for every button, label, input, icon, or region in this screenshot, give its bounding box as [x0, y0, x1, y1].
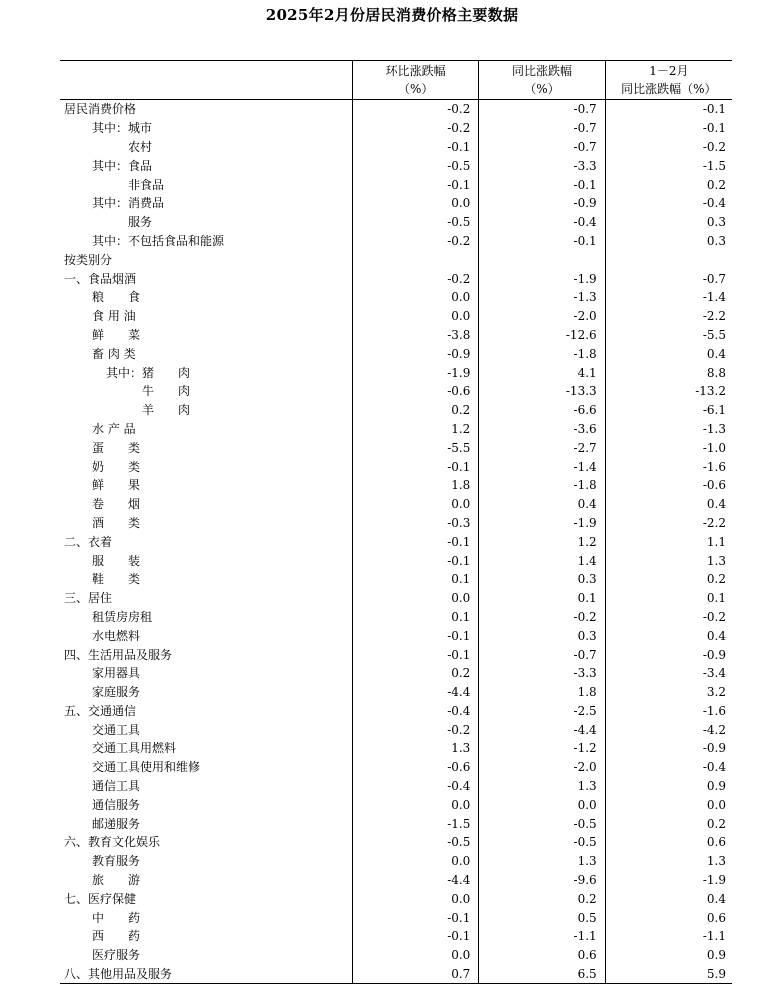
row-mom-value: -0.9 — [353, 344, 479, 363]
row-ytd-value: 1.3 — [605, 852, 732, 871]
row-yoy-value: 4.1 — [479, 363, 605, 382]
table-row — [60, 833, 732, 852]
row-mom-value: 0.0 — [353, 589, 479, 608]
row-mom-value: -0.1 — [353, 927, 479, 946]
row-ytd-value: -0.9 — [605, 739, 732, 758]
row-ytd-value: 1.3 — [605, 551, 732, 570]
row-label: 其中：城市 — [92, 121, 153, 136]
row-label: 鲜 菜 — [92, 327, 141, 342]
row-label: 鞋 类 — [92, 572, 141, 587]
table-row — [60, 946, 732, 965]
row-label: 农村 — [128, 139, 153, 154]
row-yoy-value: -12.6 — [479, 326, 605, 345]
row-yoy-value: -1.2 — [479, 739, 605, 758]
row-mom-value: 1.2 — [353, 420, 479, 439]
row-yoy-value: -1.4 — [479, 457, 605, 476]
row-ytd-value: -0.1 — [605, 100, 732, 119]
row-mom-value: -0.6 — [353, 382, 479, 401]
header-mom — [353, 61, 479, 100]
row-ytd-value: -1.3 — [605, 420, 732, 439]
row-mom-value: -0.5 — [353, 213, 479, 232]
row-ytd-value — [605, 250, 732, 269]
table-header-row — [60, 61, 732, 100]
table-row — [60, 532, 732, 551]
row-ytd-value: -2.2 — [605, 307, 732, 326]
row-label: 水 产 品 — [92, 421, 136, 436]
row-mom-value: -0.2 — [353, 720, 479, 739]
table-row — [60, 344, 732, 363]
row-mom-value: 0.7 — [353, 965, 479, 984]
table-row — [60, 269, 732, 288]
row-yoy-value: -2.5 — [479, 702, 605, 721]
row-yoy-value: -0.7 — [479, 100, 605, 119]
row-mom-value: -0.1 — [353, 532, 479, 551]
row-ytd-value: -1.0 — [605, 438, 732, 457]
row-ytd-value: 0.4 — [605, 626, 732, 645]
row-yoy-value: -4.4 — [479, 720, 605, 739]
row-label: 一、食品烟酒 — [64, 271, 137, 286]
table-row — [60, 702, 732, 721]
row-yoy-value: -1.8 — [479, 476, 605, 495]
row-mom-value: 0.0 — [353, 495, 479, 514]
row-label: 家用器具 — [92, 666, 141, 681]
row-mom-value: -0.1 — [353, 645, 479, 664]
row-ytd-value: -1.6 — [605, 457, 732, 476]
table-row — [60, 495, 732, 514]
row-ytd-value: -6.1 — [605, 401, 732, 420]
row-ytd-value: 3.2 — [605, 683, 732, 702]
row-yoy-value: -3.3 — [479, 664, 605, 683]
table-row — [60, 551, 732, 570]
row-ytd-value: 0.4 — [605, 495, 732, 514]
row-label: 食 用 油 — [92, 309, 136, 324]
table-row — [60, 852, 732, 871]
row-yoy-value: -2.7 — [479, 438, 605, 457]
row-label: 七、医疗保健 — [64, 891, 137, 906]
row-mom-value: -0.5 — [353, 156, 479, 175]
row-yoy-value: 0.3 — [479, 570, 605, 589]
row-label: 其中：消费品 — [92, 196, 165, 211]
row-ytd-value: -3.4 — [605, 664, 732, 683]
row-ytd-value: -2.2 — [605, 514, 732, 533]
table-row — [60, 645, 732, 664]
cpi-data-table — [60, 60, 732, 984]
header-mom-unit: （%） — [397, 82, 434, 96]
row-yoy-value: 0.2 — [479, 889, 605, 908]
row-label: 交通工具用燃料 — [92, 741, 177, 756]
row-label: 按类别分 — [64, 252, 113, 267]
header-ytd-label: 同比涨跌幅（%） — [621, 82, 717, 96]
row-mom-value: -0.6 — [353, 758, 479, 777]
table-row — [60, 438, 732, 457]
table-row — [60, 720, 732, 739]
row-label: 通信服务 — [92, 797, 141, 812]
table-row — [60, 739, 732, 758]
row-label: 蛋 类 — [92, 440, 141, 455]
row-ytd-value: 5.9 — [605, 965, 732, 984]
row-ytd-value: -1.6 — [605, 702, 732, 721]
row-ytd-value: 0.2 — [605, 814, 732, 833]
table-row — [60, 871, 732, 890]
row-mom-value: -4.4 — [353, 683, 479, 702]
table-row — [60, 927, 732, 946]
row-ytd-value: 0.9 — [605, 946, 732, 965]
row-yoy-value: -3.6 — [479, 420, 605, 439]
row-yoy-value: -0.5 — [479, 833, 605, 852]
row-mom-value: 0.0 — [353, 288, 479, 307]
row-yoy-value: 1.2 — [479, 532, 605, 551]
header-ytd-period: 1－2月 — [649, 64, 689, 78]
row-label: 其中：不包括食品和能源 — [92, 233, 225, 248]
row-mom-value: -0.1 — [353, 908, 479, 927]
row-ytd-value: 0.6 — [605, 908, 732, 927]
row-mom-value: -5.5 — [353, 438, 479, 457]
row-ytd-value: -0.2 — [605, 138, 732, 157]
row-mom-value: 0.0 — [353, 194, 479, 213]
row-mom-value: 0.1 — [353, 608, 479, 627]
row-ytd-value: 0.2 — [605, 175, 732, 194]
row-mom-value: 1.3 — [353, 739, 479, 758]
table-row — [60, 363, 732, 382]
row-yoy-value: -2.0 — [479, 758, 605, 777]
table-row — [60, 250, 732, 269]
row-yoy-value: -0.7 — [479, 138, 605, 157]
row-yoy-value: 0.1 — [479, 589, 605, 608]
row-mom-value: 0.2 — [353, 664, 479, 683]
header-yoy-label: 同比涨跌幅 — [511, 64, 572, 78]
row-label: 其中：猪 肉 — [106, 365, 191, 380]
row-label: 畜 肉 类 — [92, 346, 136, 361]
row-label: 六、教育文化娱乐 — [64, 835, 161, 850]
row-ytd-value: 0.3 — [605, 232, 732, 251]
row-yoy-value: 0.3 — [479, 626, 605, 645]
row-mom-value: -0.2 — [353, 269, 479, 288]
row-ytd-value: 0.3 — [605, 213, 732, 232]
row-mom-value: -0.3 — [353, 514, 479, 533]
row-ytd-value: 0.4 — [605, 889, 732, 908]
table-row — [60, 420, 732, 439]
row-mom-value: -0.1 — [353, 138, 479, 157]
table-row — [60, 889, 732, 908]
row-label: 五、交通通信 — [64, 703, 137, 718]
row-label: 四、生活用品及服务 — [64, 647, 173, 662]
row-yoy-value: 1.8 — [479, 683, 605, 702]
row-mom-value: -3.8 — [353, 326, 479, 345]
row-ytd-value: -13.2 — [605, 382, 732, 401]
row-yoy-value: -1.1 — [479, 927, 605, 946]
row-ytd-value: 0.9 — [605, 777, 732, 796]
row-label: 卷 烟 — [92, 497, 141, 512]
table-row — [60, 758, 732, 777]
row-label: 三、居住 — [64, 591, 113, 606]
row-mom-value: -0.1 — [353, 457, 479, 476]
header-ytd — [605, 61, 732, 100]
table-row — [60, 175, 732, 194]
table-row — [60, 138, 732, 157]
row-yoy-value: -0.4 — [479, 213, 605, 232]
row-label: 邮递服务 — [92, 816, 141, 831]
row-ytd-value: -1.9 — [605, 871, 732, 890]
row-label: 西 药 — [92, 929, 141, 944]
row-mom-value: 0.0 — [353, 946, 479, 965]
row-label: 交通工具 — [92, 722, 141, 737]
row-yoy-value: -0.1 — [479, 232, 605, 251]
row-ytd-value: -1.1 — [605, 927, 732, 946]
row-ytd-value: 0.4 — [605, 344, 732, 363]
row-ytd-value: 8.8 — [605, 363, 732, 382]
table-row — [60, 382, 732, 401]
row-label: 牛 肉 — [142, 384, 191, 399]
row-mom-value: 0.1 — [353, 570, 479, 589]
row-yoy-value: -3.3 — [479, 156, 605, 175]
row-label: 羊 肉 — [142, 403, 191, 418]
row-mom-value: -0.1 — [353, 551, 479, 570]
row-ytd-value: 0.1 — [605, 589, 732, 608]
row-mom-value: 0.2 — [353, 401, 479, 420]
row-ytd-value: -0.7 — [605, 269, 732, 288]
page-title: 2025年2月份居民消费价格主要数据 — [265, 6, 519, 24]
row-label: 非食品 — [128, 177, 165, 192]
row-label: 医疗服务 — [92, 948, 141, 963]
row-label: 服 装 — [92, 553, 141, 568]
row-yoy-value: -0.2 — [479, 608, 605, 627]
row-yoy-value: -1.3 — [479, 288, 605, 307]
row-mom-value: -1.9 — [353, 363, 479, 382]
row-yoy-value: -0.1 — [479, 175, 605, 194]
row-yoy-value: 1.4 — [479, 551, 605, 570]
row-label: 其中：食品 — [92, 158, 153, 173]
row-yoy-value: 0.6 — [479, 946, 605, 965]
table-row — [60, 626, 732, 645]
table-row — [60, 213, 732, 232]
table-row — [60, 326, 732, 345]
row-ytd-value: -1.4 — [605, 288, 732, 307]
table-row — [60, 307, 732, 326]
table-row — [60, 608, 732, 627]
row-label: 服务 — [128, 215, 153, 230]
row-mom-value: 0.0 — [353, 795, 479, 814]
row-mom-value: 0.0 — [353, 307, 479, 326]
row-yoy-value: 1.3 — [479, 852, 605, 871]
table-row — [60, 589, 732, 608]
row-yoy-value: -6.6 — [479, 401, 605, 420]
row-label: 二、衣着 — [64, 534, 113, 549]
table-row — [60, 514, 732, 533]
row-mom-value: -0.2 — [353, 232, 479, 251]
row-label: 粮 食 — [92, 290, 141, 305]
row-yoy-value: 0.5 — [479, 908, 605, 927]
row-mom-value: -0.4 — [353, 702, 479, 721]
header-yoy — [479, 61, 605, 100]
row-mom-value: 1.8 — [353, 476, 479, 495]
row-ytd-value: -5.5 — [605, 326, 732, 345]
row-yoy-value: 0.0 — [479, 795, 605, 814]
header-yoy-unit: （%） — [524, 82, 560, 96]
row-label: 酒 类 — [92, 515, 141, 530]
row-ytd-value: 0.6 — [605, 833, 732, 852]
row-label: 通信工具 — [92, 779, 141, 794]
row-label: 交通工具使用和维修 — [92, 760, 201, 775]
row-mom-value: -0.2 — [353, 119, 479, 138]
row-mom-value: -0.2 — [353, 100, 479, 119]
table-row — [60, 288, 732, 307]
row-label: 家庭服务 — [92, 685, 141, 700]
row-yoy-value: -1.8 — [479, 344, 605, 363]
row-mom-value: -4.4 — [353, 871, 479, 890]
row-yoy-value: -0.7 — [479, 645, 605, 664]
row-yoy-value: -0.7 — [479, 119, 605, 138]
table-row — [60, 476, 732, 495]
row-mom-value: -0.5 — [353, 833, 479, 852]
row-label: 旅 游 — [92, 873, 141, 888]
row-ytd-value: -1.5 — [605, 156, 732, 175]
row-label: 教育服务 — [92, 854, 141, 869]
row-mom-value: -1.5 — [353, 814, 479, 833]
table-row — [60, 777, 732, 796]
row-yoy-value: -1.9 — [479, 514, 605, 533]
row-ytd-value: -4.2 — [605, 720, 732, 739]
row-mom-value: -0.4 — [353, 777, 479, 796]
row-ytd-value: 1.1 — [605, 532, 732, 551]
table-row — [60, 156, 732, 175]
row-label: 八、其他用品及服务 — [60, 965, 353, 984]
row-label: 中 药 — [92, 910, 141, 925]
row-label: 居民消费价格 — [64, 102, 137, 117]
row-yoy-value: -1.9 — [479, 269, 605, 288]
table-row — [60, 795, 732, 814]
row-ytd-value: -0.4 — [605, 194, 732, 213]
row-ytd-value: -0.2 — [605, 608, 732, 627]
row-ytd-value: 0.0 — [605, 795, 732, 814]
row-mom-value: -0.1 — [353, 175, 479, 194]
row-label: 水电燃料 — [92, 628, 141, 643]
table-row — [60, 194, 732, 213]
row-label: 鲜 果 — [92, 478, 141, 493]
table-row — [60, 100, 732, 119]
table-row — [60, 119, 732, 138]
table-row — [60, 457, 732, 476]
row-ytd-value: 0.2 — [605, 570, 732, 589]
row-yoy-value: -2.0 — [479, 307, 605, 326]
row-mom-value — [353, 250, 479, 269]
row-yoy-value: 0.4 — [479, 495, 605, 514]
row-mom-value: 0.0 — [353, 852, 479, 871]
table-row — [60, 814, 732, 833]
row-mom-value: -0.1 — [353, 626, 479, 645]
row-yoy-value: 1.3 — [479, 777, 605, 796]
header-category — [60, 61, 353, 100]
row-label: 奶 类 — [92, 459, 141, 474]
row-yoy-value: -0.9 — [479, 194, 605, 213]
row-mom-value: 0.0 — [353, 889, 479, 908]
row-label: 租赁房房租 — [92, 609, 153, 624]
table-row — [60, 570, 732, 589]
row-yoy-value: -13.3 — [479, 382, 605, 401]
table-row — [60, 683, 732, 702]
row-yoy-value: -0.5 — [479, 814, 605, 833]
header-mom-label: 环比涨跌幅 — [385, 64, 446, 78]
table-row — [60, 401, 732, 420]
row-yoy-value — [479, 250, 605, 269]
table-row — [60, 908, 732, 927]
row-yoy-value: 6.5 — [479, 965, 605, 984]
table-row — [60, 965, 732, 984]
row-ytd-value: -0.1 — [605, 119, 732, 138]
row-ytd-value: -0.6 — [605, 476, 732, 495]
row-ytd-value: -0.4 — [605, 758, 732, 777]
row-yoy-value: -9.6 — [479, 871, 605, 890]
row-ytd-value: -0.9 — [605, 645, 732, 664]
table-row — [60, 232, 732, 251]
table-row — [60, 664, 732, 683]
